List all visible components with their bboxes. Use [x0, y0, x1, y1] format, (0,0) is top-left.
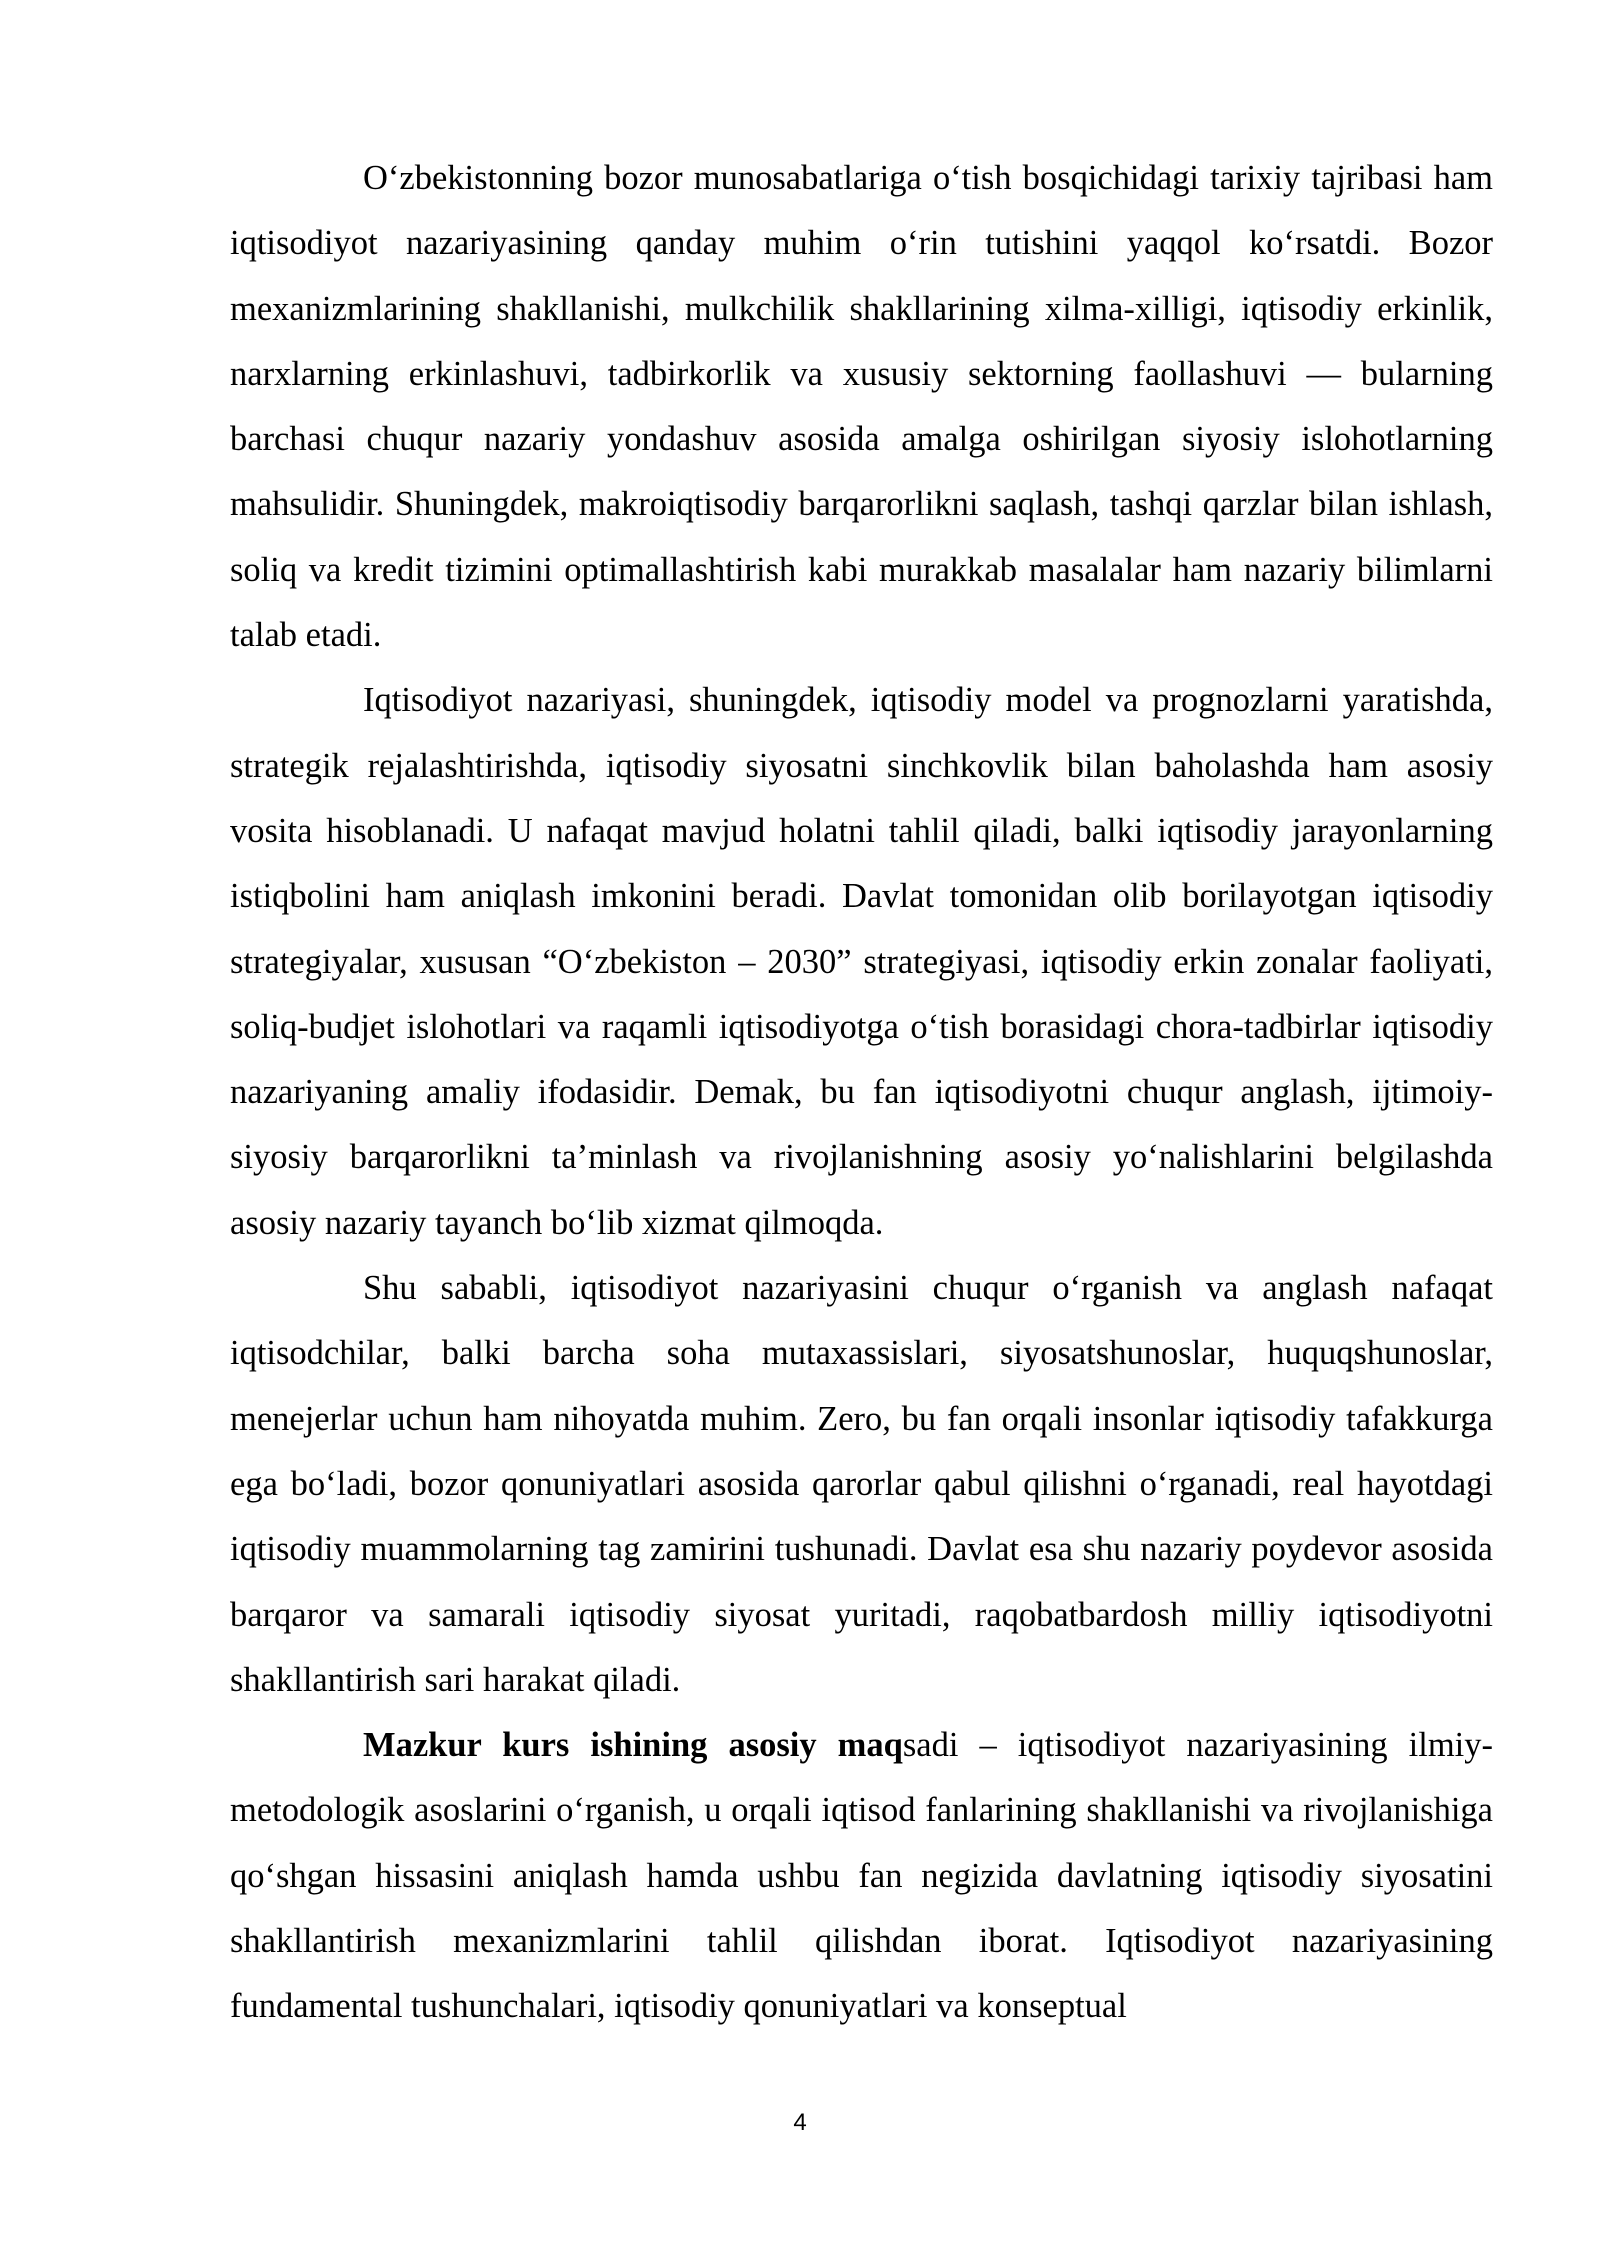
paragraph-4-text: sadi – iqtisodiyot nazariyasining ilmiy-metodologik asoslarini o‘rganish, u orqali iqtisod fanlarining shakllanishi va rivojlanishiga qo‘shgan hissasini aniqlash hamda ushbu fan negizida davlatning iqtisodiy siyosatini shakllantirish mexanizmlarini tahlil qilishdan iborat. Iqtisodiyot nazariyasining fundamental tushunchalari, iqtisodiy qonuniyatlari va konseptual [230, 1726, 1493, 2026]
document-body [230, 146, 1493, 2040]
paragraph-1: O‘zbekistonning bozor munosabatlariga o‘tish bosqichidagi tarixiy tajribasi ham iqtisodiyot nazariyasining qanday muhim o‘rin tutishini yaqqol ko‘rsatdi. Bozor mexanizmlarining shakllanishi, mulkchilik shakllarining xilma-xilligi, iqtisodiy erkinlik, narxlarning erkinlashuvi, tadbirkorlik va xususiy sektorning faollashuvi — bularning barchasi chuqur nazariy yondashuv asosida amalga oshirilgan siyosiy islohotlarning mahsulidir. Shuningdek, makroiqtisodiy barqarorlikni saqlash, tashqi qarzlar bilan ishlash, soliq va kredit tizimini optimallashtirish kabi murakkab masalalar ham nazariy bilimlarni talab etadi. [230, 159, 1493, 655]
paragraph-2: Iqtisodiyot nazariyasi, shuningdek, iqtisodiy model va prognozlarni yaratishda, strategik rejalashtirishda, iqtisodiy siyosatni sinchkovlik bilan baholashda ham asosiy vosita hisoblanadi. U nafaqat mavjud holatni tahlil qiladi, balki iqtisodiy jarayonlarning istiqbolini ham aniqlash imkonini beradi. Davlat tomonidan olib borilayotgan iqtisodiy strategiyalar, xususan “O‘zbekiston – 2030” strategiyasi, iqtisodiy erkin zonalar faoliyati, soliq-budjet islohotlari va raqamli iqtisodiyotga o‘tish borasidagi chora-tadbirlar iqtisodiy nazariyaning amaliy ifodasidir. Demak, bu fan iqtisodiyotni chuqur anglash, ijtimoiy-siyosiy barqarorlikni ta’minlash va rivojlanishning asosiy yo‘nalishlarini belgilashda asosiy nazariy tayanch bo‘lib xizmat qilmoqda. [230, 681, 1493, 1242]
paragraph-3: Shu sababli, iqtisodiyot nazariyasini chuqur o‘rganish va anglash nafaqat iqtisodchilar, balki barcha soha mutaxassislari, siyosatshunoslar, huquqshunoslar, menejerlar uchun ham nihoyatda muhim. Zero, bu fan orqali insonlar iqtisodiy tafakkurga ega bo‘ladi, bozor qonuniyatlari asosida qarorlar qabul qilishni o‘rganadi, real hayotdagi iqtisodiy muammolarning tag zamirini tushunadi. Davlat esa shu nazariy poydevor asosida barqaror va samarali iqtisodiy siyosat yuritadi, raqobatbardosh milliy iqtisodiyotni shakllantirish sari harakat qiladi. [230, 1269, 1493, 1699]
page-number: 4 [793, 2109, 807, 2136]
paragraph-4 [230, 1713, 1493, 2039]
paragraph-4-bold-lead: Mazkur kurs ishining asosiy maq [363, 1726, 903, 1765]
